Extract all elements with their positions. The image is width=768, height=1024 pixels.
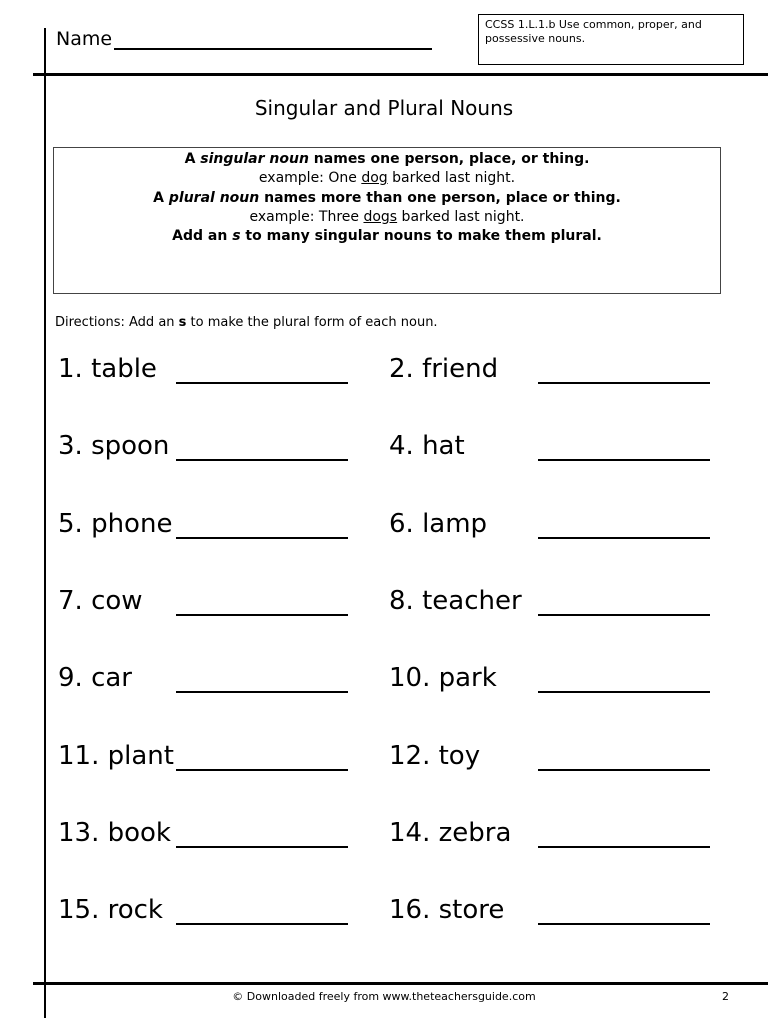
noun-item: 9. car bbox=[58, 663, 132, 694]
noun-item: 4. hat bbox=[389, 431, 465, 462]
answer-blank[interactable] bbox=[538, 691, 710, 693]
answer-blank[interactable] bbox=[176, 614, 348, 616]
answer-blank[interactable] bbox=[176, 846, 348, 848]
noun-item: 13. book bbox=[58, 817, 171, 848]
answer-blank[interactable] bbox=[538, 769, 710, 771]
noun-item: 1. table bbox=[58, 354, 157, 384]
noun-item: 10. park bbox=[389, 663, 497, 694]
standard-text: CCSS 1.L.1.b Use common, proper, and possessive nouns. bbox=[485, 18, 702, 45]
header-divider bbox=[33, 73, 768, 76]
answer-blank[interactable] bbox=[176, 382, 348, 384]
answer-blank[interactable] bbox=[176, 459, 348, 461]
noun-item: 14. zebra bbox=[389, 817, 512, 848]
name-blank[interactable] bbox=[114, 30, 432, 50]
answer-blank[interactable] bbox=[176, 537, 348, 539]
directions: Directions: Add an s to make the plural form of each noun. bbox=[55, 315, 438, 330]
footer-divider bbox=[33, 982, 768, 985]
answer-blank[interactable] bbox=[538, 614, 710, 616]
noun-item: 12. toy bbox=[389, 740, 481, 771]
example-plural: example: Three dogs barked last night. bbox=[249, 208, 525, 225]
noun-item: 16. store bbox=[389, 895, 505, 926]
answer-blank[interactable] bbox=[538, 537, 710, 539]
answer-blank[interactable] bbox=[538, 923, 710, 925]
answer-blank[interactable] bbox=[176, 923, 348, 925]
answer-blank[interactable] bbox=[538, 846, 710, 848]
noun-item: 7. cow bbox=[58, 585, 143, 616]
example-singular: example: One dog barked last night. bbox=[258, 170, 516, 187]
page-title: Singular and Plural Nouns bbox=[254, 96, 514, 120]
definition-box bbox=[53, 147, 721, 294]
noun-item: 8. teacher bbox=[389, 585, 522, 616]
answer-blank[interactable] bbox=[176, 691, 348, 693]
name-label: Name bbox=[56, 28, 113, 50]
page-number: 2 bbox=[722, 990, 729, 1003]
noun-item: 15. rock bbox=[58, 895, 163, 926]
margin-line bbox=[44, 28, 46, 1018]
noun-item: 11. plant bbox=[58, 740, 174, 771]
name-row bbox=[56, 28, 432, 50]
footer-credit: © Downloaded freely from www.theteachersguide.com bbox=[232, 990, 536, 1003]
answer-blank[interactable] bbox=[538, 382, 710, 384]
noun-item: 2. friend bbox=[389, 354, 499, 384]
definition-plural: A plural noun names more than one person, place or thing. bbox=[153, 189, 621, 206]
answer-blank[interactable] bbox=[176, 769, 348, 771]
noun-item: 5. phone bbox=[58, 508, 173, 539]
standard-box bbox=[478, 14, 744, 65]
noun-item: 3. spoon bbox=[58, 431, 170, 462]
answer-blank[interactable] bbox=[538, 459, 710, 461]
plural-rule: Add an s to many singular nouns to make them plural. bbox=[172, 228, 602, 245]
definition-singular: A singular noun names one person, place, or thing. bbox=[184, 151, 590, 167]
noun-item: 6. lamp bbox=[389, 508, 488, 539]
